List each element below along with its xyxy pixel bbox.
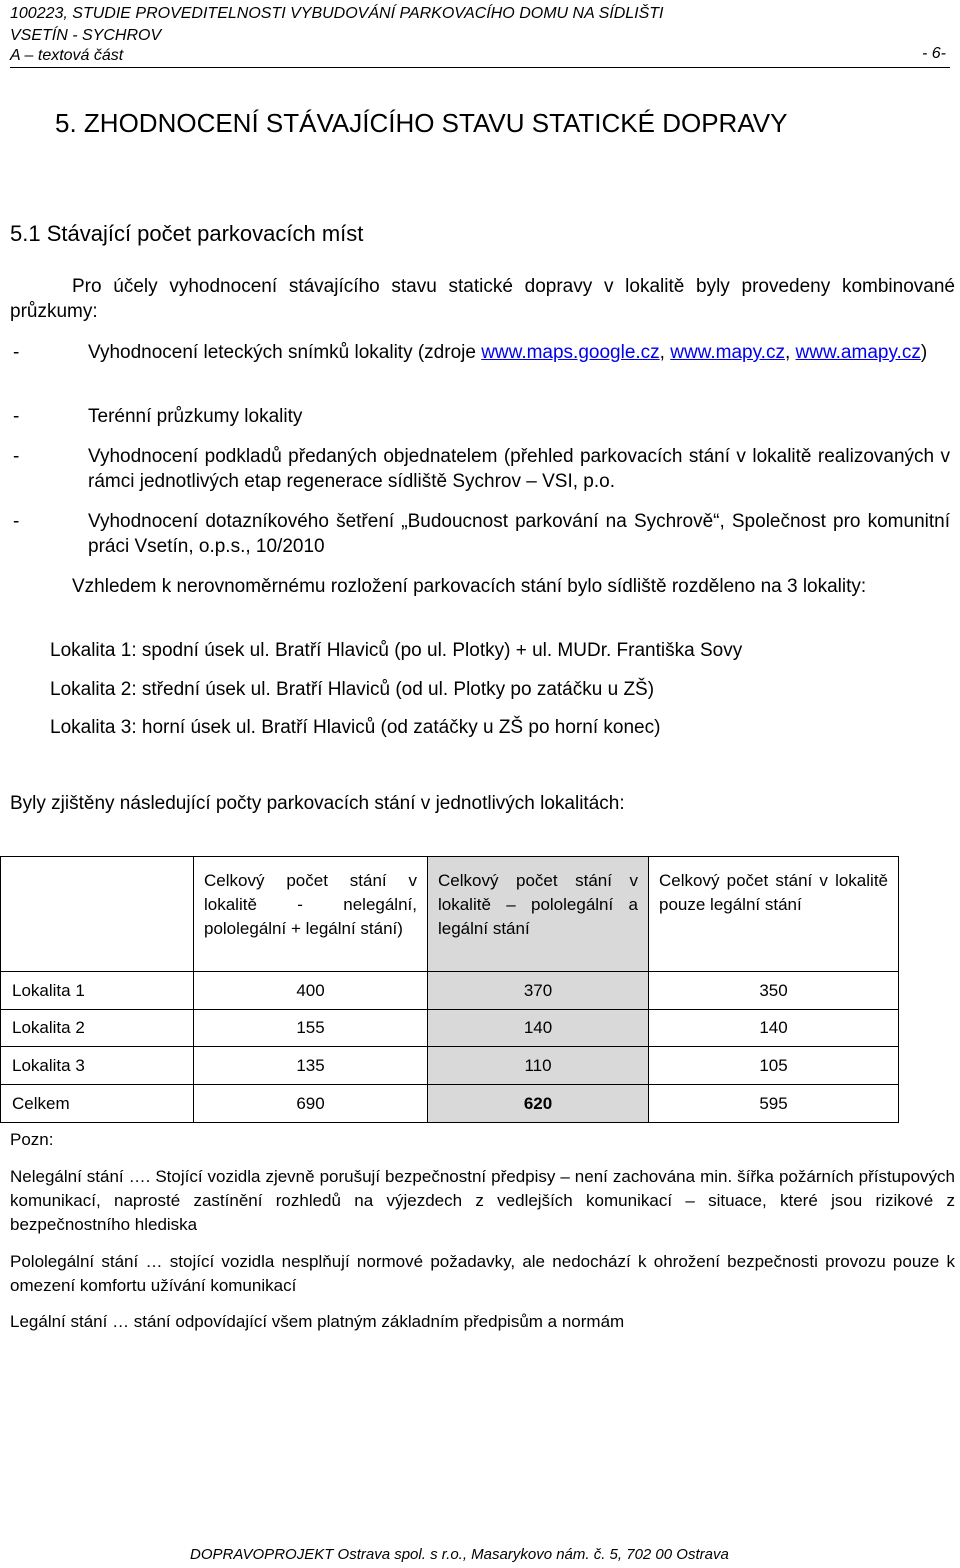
table-row xyxy=(1,1010,899,1047)
header-total-all: Celkový počet stání v lokalitě - nelegální, pololegální + legální stání) xyxy=(194,857,428,972)
cell-value: 370 xyxy=(428,972,649,1010)
cell-value: 350 xyxy=(649,972,899,1010)
bullet-aerial-text: Vyhodnocení leteckých snímků lokality (zdroje xyxy=(88,342,482,363)
table-row-total xyxy=(1,1085,899,1123)
bullet-terrain-text: Terénní průzkumy lokality xyxy=(88,406,303,427)
footer-company: DOPRAVOPROJEKT Ostrava spol. s r.o., Masarykovo nám. č. 5, 702 00 Ostrava xyxy=(190,1546,729,1563)
locality-3: Lokalita 3: horní úsek ul. Bratří Hlaviců (od zatáčky u ZŠ po horní konec) xyxy=(50,717,661,738)
link-maps-google[interactable]: www.maps.google.cz xyxy=(481,342,660,363)
bullet-aerial-end: ) xyxy=(920,342,928,363)
bullet-terrain-survey: - Terénní průzkumy lokality xyxy=(10,404,950,429)
split-paragraph: Vzhledem k nerovnoměrnému rozložení parkovacích stání bylo sídliště rozděleno na 3 lokality: xyxy=(72,576,867,597)
row-label: Lokalita 1 xyxy=(1,972,194,1010)
chapter-title: 5. ZHODNOCENÍ STÁVAJÍCÍHO STAVU STATICKÉ DOPRAVY xyxy=(55,108,788,138)
intro-paragraph: Pro účely vyhodnocení stávajícího stavu statické dopravy v lokalitě byly provedeny kombinované průzkumy: xyxy=(10,276,955,322)
bullet-documents-text: Vyhodnocení podkladů předaných objednatelem (přehled parkovacích stání v lokalitě realizovaných v rámci jednotlivých etap regenerace sídliště Sychrov – VSI, p.o. xyxy=(88,446,950,492)
table-corner-cell xyxy=(1,857,194,972)
bullet-questionnaire-text: Vyhodnocení dotazníkového šetření „Budoucnost parkování na Sychrově“, Společnost pro komunitní práci Vsetín, o.p.s., 10/2010 xyxy=(88,511,950,557)
header-divider xyxy=(10,67,950,68)
row-label: Lokalita 2 xyxy=(1,1010,194,1047)
section-heading: 5.1 Stávající počet parkovacích míst xyxy=(10,221,364,246)
table-row xyxy=(1,972,899,1010)
header-part-label: A – textová část xyxy=(10,47,124,64)
parking-counts-table xyxy=(0,856,899,1123)
note-legal: Legální stání … stání odpovídající všem platným základním předpisům a normám xyxy=(10,1312,625,1331)
link-amapy[interactable]: www.amapy.cz xyxy=(795,342,921,363)
counts-intro: Byly zjištěny následující počty parkovacích stání v jednotlivých lokalitách: xyxy=(10,793,625,814)
table-header-row xyxy=(1,857,899,972)
cell-value: 105 xyxy=(649,1047,899,1085)
cell-value: 620 xyxy=(428,1085,649,1123)
header-project-title: 100223, STUDIE PROVEDITELNOSTI VYBUDOVÁNÍ PARKOVACÍHO DOMU NA SÍDLIŠTI xyxy=(10,5,664,22)
cell-value: 690 xyxy=(194,1085,428,1123)
bullet-questionnaire: - Vyhodnocení dotazníkového šetření „Budoucnost parkování na Sychrově“, Společnost pro komunitní práci Vsetín, o.p.s., 10/2010 xyxy=(13,511,950,557)
cell-value: 140 xyxy=(428,1010,649,1047)
note-illegal: Nelegální stání …. Stojící vozidla zjevně porušují bezpečnostní předpisy – není zachována min. šířka požárních přístupových komunikací, naprosté zastínění rozhledů na výjezdech z vedlejších komunikací – situace, které jsou rizikové z bezpečnostního hlediska xyxy=(10,1167,955,1234)
cell-value: 595 xyxy=(649,1085,899,1123)
note-semi-legal: Pololegální stání … stojící vozidla nesplňují normové požadavky, ale nedochází k ohrožení bezpečnosti provozu pouze k omezení komfortu užívání komunikací xyxy=(10,1252,955,1295)
row-label: Celkem xyxy=(1,1085,194,1123)
table-row xyxy=(1,1047,899,1085)
locality-2: Lokalita 2: střední úsek ul. Bratří Hlaviců (od ul. Plotky po zatáčku u ZŠ) xyxy=(50,679,655,700)
cell-value: 400 xyxy=(194,972,428,1010)
bullet-client-documents: - Vyhodnocení podkladů předaných objednatelem (přehled parkovacích stání v lokalitě realizovaných v rámci jednotlivých etap regenerace sídliště Sychrov – VSI, p.o. xyxy=(13,446,950,492)
cell-value: 110 xyxy=(428,1047,649,1085)
locality-1: Lokalita 1: spodní úsek ul. Bratří Hlaviců (po ul. Plotky) + ul. MUDr. Františka Sovy xyxy=(50,640,743,661)
row-label: Lokalita 3 xyxy=(1,1047,194,1085)
cell-value: 140 xyxy=(649,1010,899,1047)
header-project-subtitle: VSETÍN - SYCHROV xyxy=(10,27,162,44)
cell-value: 135 xyxy=(194,1047,428,1085)
bullet-aerial-photos: - Vyhodnocení leteckých snímků lokality (zdroje www.maps.google.cz, www.mapy.cz, www.amapy.cz) xyxy=(13,342,928,363)
link-mapy[interactable]: www.mapy.cz xyxy=(670,342,785,363)
header-total-legal: Celkový počet stání v lokalitě pouze legální stání xyxy=(649,857,899,972)
page-number: - 6- xyxy=(922,45,946,62)
cell-value: 155 xyxy=(194,1010,428,1047)
header-total-semi-legal: Celkový počet stání v lokalitě – pololegální a legální stání xyxy=(428,857,649,972)
note-label: Pozn: xyxy=(10,1130,54,1149)
